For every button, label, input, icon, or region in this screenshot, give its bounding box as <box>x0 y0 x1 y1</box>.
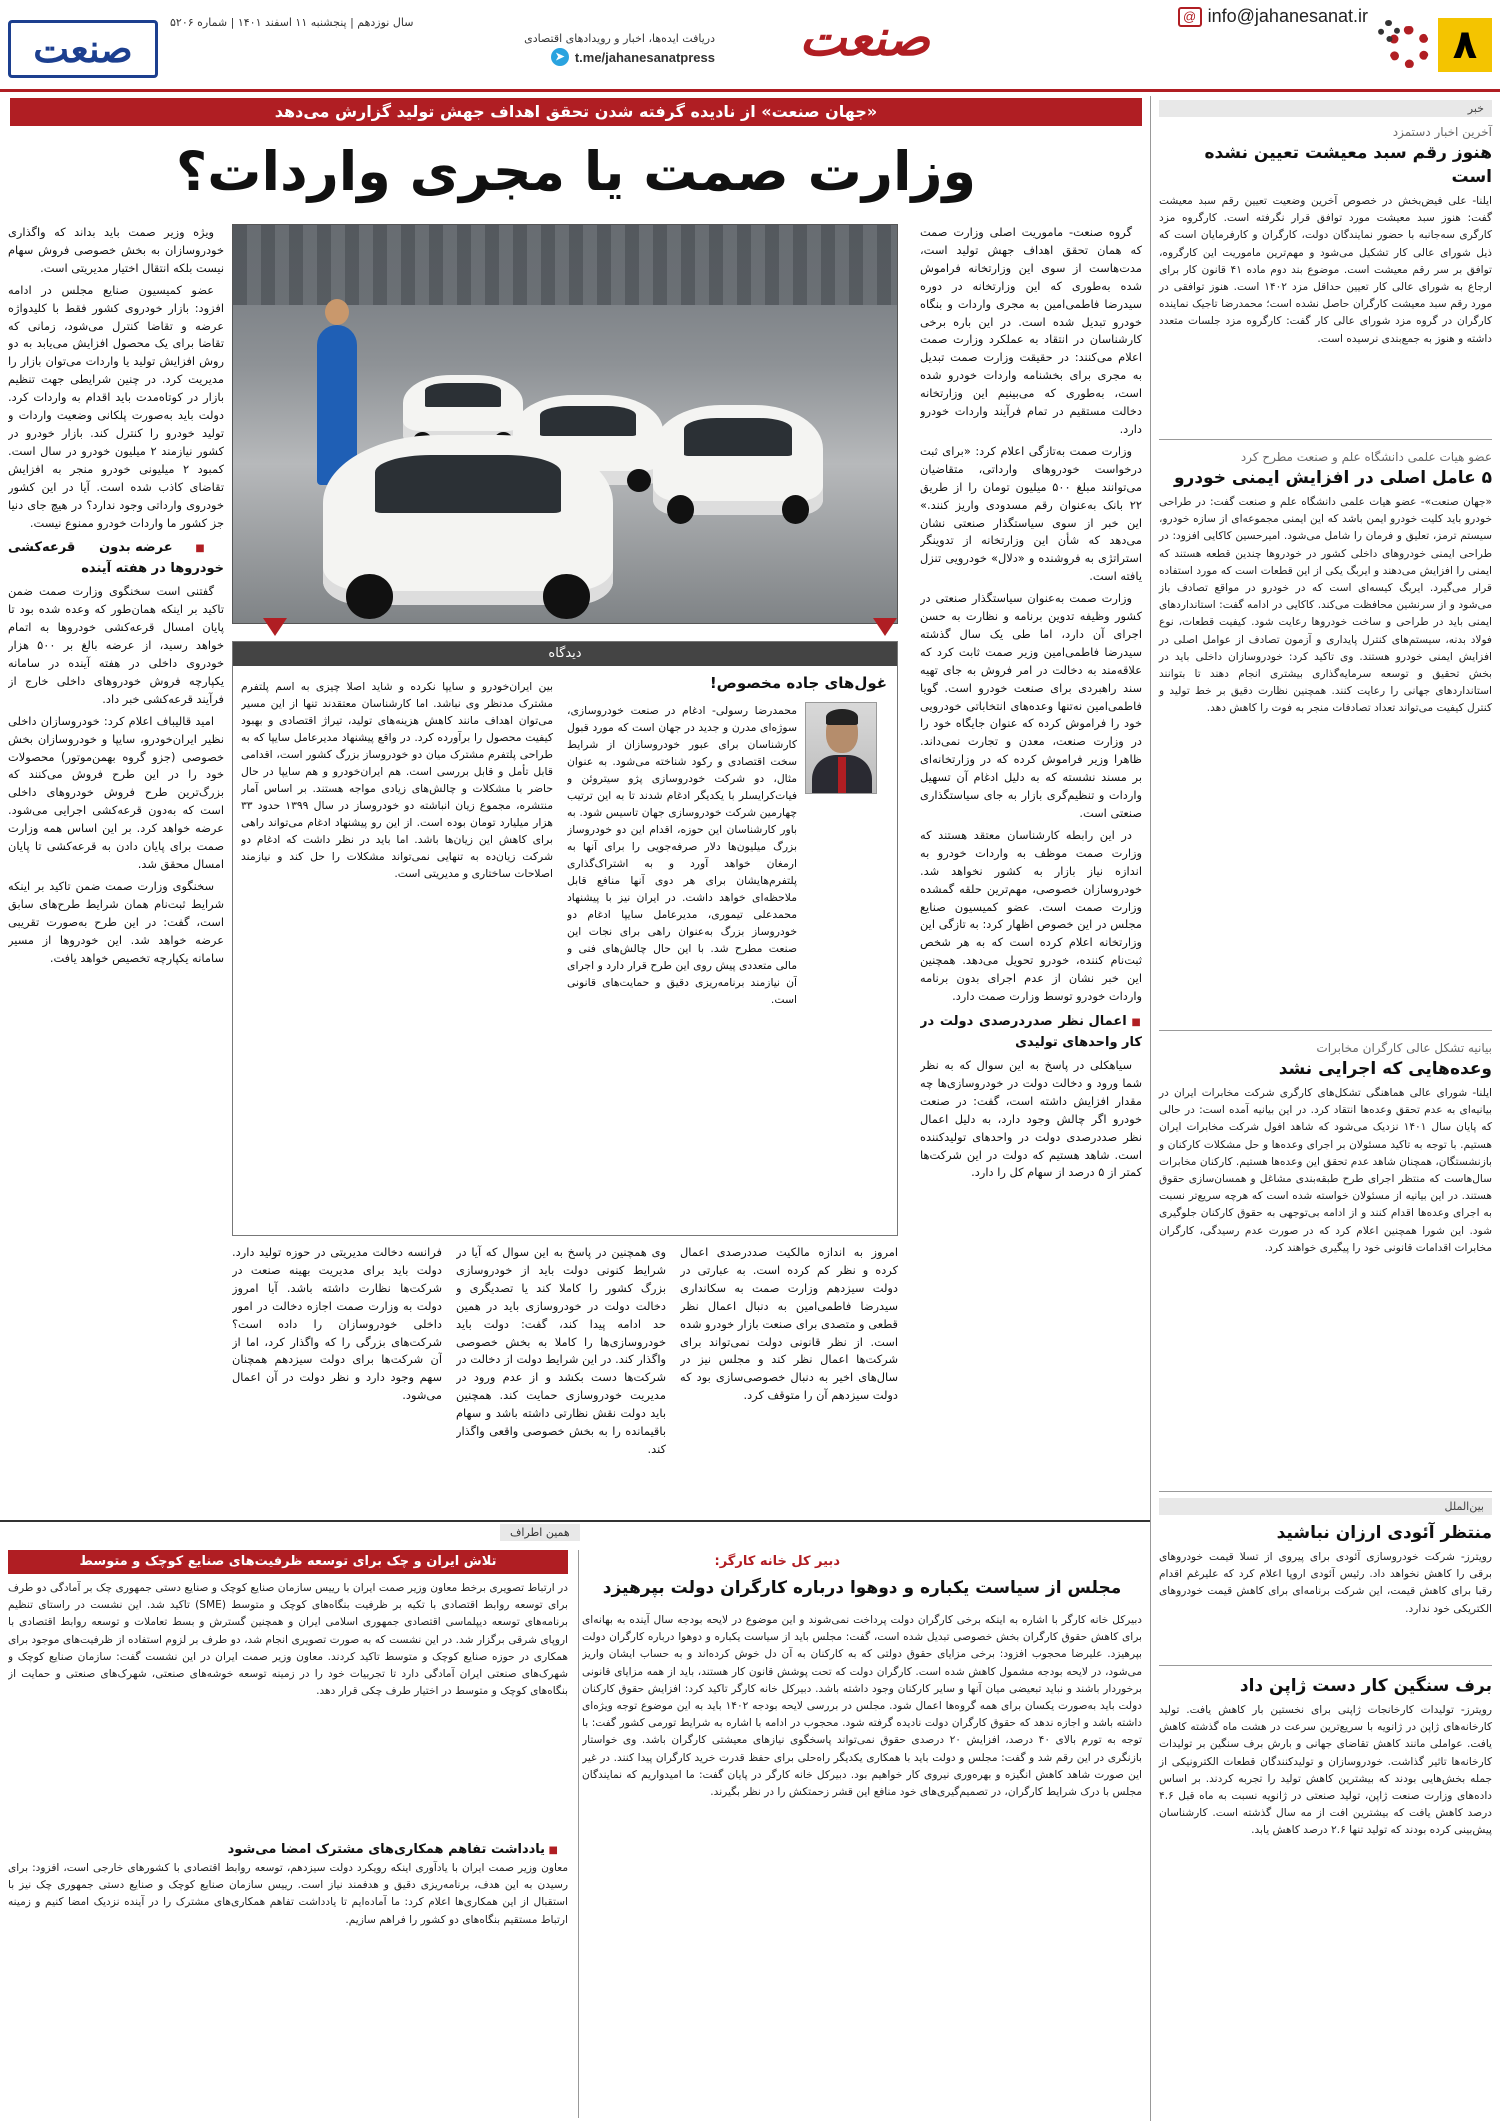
paragraph: امید قالیباف اعلام کرد: خودروسازان داخلی نظیر ایران‌خودرو، سایپا و خودروسازان بخش خصوصی (جزو گروه بهمن‌موتور) محصولات خود را در این طرح فروش می‌کنند که بزرگ‌ترین طرح فروش خودروهای داخلی است که به‌دون قرعه‌کشی اجرایی می‌شود. عرضه خواهد کرد. بر این اساس همه وزارت صمت برای پایان دادن به قرعه‌کشی تا پایان امسال محقق شد. <box>8 713 224 871</box>
news1-body: ایلنا- علی فیض‌بخش در خصوص آخرین وضعیت تعیین رقم سبد معیشت گفت: هنوز سبد معیشت مورد توافق قرار نگرفته است. کارگروه مزد کارگری سه‌جانبه با حضور نمایندگان دولت، کارگران و کارفرمایان است که ذیل شورای عالی کار تشکیل می‌شود و مهم‌ترین ماموریت این کارگروه، توافق بر سر رقم معیشت است. موضوع بند دوم ماده ۴۱ قانون کار برای ارجاع به شورای عالی کار تعیین حداقل مزد ۱۴۰۲ است. هنوز توافقی در مورد رقم سبد معیشت کارگران حاصل نشده است؛ محمدرضا تاجیک نماینده کارگران در گروه مزد شورای عالی کار گفت: کارگروه مزد جلسات متعدد داشته و هنوز به جمع‌بندی نرسیده است. <box>1159 195 1492 345</box>
arrow-down-icon <box>263 618 287 636</box>
news1-kicker: آخرین اخبار دستمزد <box>1392 125 1492 139</box>
bottom-label: همین اطراف <box>500 1524 580 1541</box>
news5-title[interactable]: برف سنگین کار دست ژاپن داد <box>1239 1676 1492 1696</box>
subheading: ■ اعمال نظر صدردرصدی دولت در کار واحدهای تولیدی <box>920 1012 1142 1053</box>
email-icon: @ <box>1178 7 1202 27</box>
factory-roof <box>233 225 897 305</box>
news3-body: ایلنا- شورای عالی هماهنگی تشکل‌های کارگری شرکت مخابرات ایران در بیانیه‌ای به عدم تحقق وعده‌ها انتقاد کرد. در این بیانیه آمده است: در حالی که پایان سال ۱۴۰۱ نزدیک می‌شود که شاهد افول شرکت مخابرات ایران هستیم. با توجه به تاکید مسئولان بر اجرای وعده‌ها و حل مشکلات کارکنان و بازنشستگان، همچنان شاهد عدم تحقق این وعده‌ها هستیم. کارکنان مخابرات سال‌هاست که منتظر اجرای طرح طبقه‌بندی مشاغل و همسان‌سازی حقوق هستند. در این بیانیه از مسئولان خواسته شده است که هرچه سریع‌تر نسبت به اجرای وعده‌ها اقدام کنند و از ادامه بی‌توجهی به حقوق کارکنان جلوگیری شود. این شورا همچنین اعلام کرد که در صورت عدم رسیدگی، کارگران مخابرات اقدامات قانونی خود را پیگیری خواهند کرد. <box>1159 1087 1492 1254</box>
telegram-handle[interactable]: t.me/jahanesanatpress <box>574 49 715 65</box>
sidebar-label-intl: بین‌الملل <box>1159 1498 1492 1515</box>
news5-body: رویترز- تولیدات کارخانجات ژاپنی برای نخستین بار کاهش یافت. تولید کارخانه‌های ژاپن در ژانویه با سریع‌ترین سرعت در هشت ماه گذشته کاهش یافت. عواملی مانند کاهش تقاضای جهانی و بارش برف سنگین بر تولیدات کارخانه‌ها تاثیر گذاشت. خودروسازان و تولیدکنندگان قطعات الکترونیکی از جمله بخش‌هایی بودند که بیشترین کاهش تولید را تجربه کردند. بر اساس داده‌های وزارت صنعت ژاپن، تولید صنعتی در ژانویه نسبت به ماه قبل ۴.۶ درصد کاهش یافت که بیشترین افت از مه سال گذشته است. کارشناسان پیش‌بینی کرده بودند که تولید تنها ۲.۶ درصد کاهش یابد. <box>1159 1704 1492 1837</box>
car-image <box>653 405 823 515</box>
news4-body: رویترز- شرکت خودروسازی آئودی برای پیروی از تسلا قیمت خودروهای برقی را کاهش نخواهد داد. رئیس آئودی اروپا اعلام کرد که علیرغم اقدام رقبا برای کاهش قیمت، این شرکت برنامه‌ای برای کاهش قیمت خودروهای الکتریکی خود ندارد. <box>1159 1551 1492 1615</box>
opinion-label: دیدگاه <box>233 642 897 666</box>
section-logo: صنعت <box>799 8 930 67</box>
email-contact[interactable] <box>1178 6 1368 27</box>
paragraph: گروه صنعت- ماموریت اصلی وزارت صمت که همان تحقق اهداف جهش تولید است، مدت‌هاست از سوی این وزارتخانه فراموش شده به‌طوری که این وزارتخانه در دوره سیدرضا فاطمی‌امین به مجری واردات و بنگاه خودرو تبدیل شده است. در این باره برخی کارشناسان در انتقاد به عملکرد وزارت صمت اعلام می‌کنند: در حقیقت وزارت صمت تبدیل به مجری برای بخشنامه واردات خودرو شده است، به‌طوری که می‌بینیم این وزارتخانه دخالت مستقیم در تمام فرآیند واردات خودرو دارد. <box>920 225 1142 436</box>
car-image <box>323 435 613 605</box>
news1-title[interactable]: هنوز رقم سبد معیشت تعیین نشده است <box>1204 143 1492 187</box>
divider <box>1159 1030 1492 1031</box>
paper-logo-text: صنعت <box>33 26 133 71</box>
article-column-1 <box>920 224 1142 1604</box>
telegram-caption: دریافت ایده‌ها، اخبار و رویدادهای اقتصادی <box>524 32 715 45</box>
right-story-kicker: دبیر کل خانه کارگر: <box>705 1552 850 1571</box>
paper-logo <box>8 20 158 78</box>
news2-body: «جهان صنعت»- عضو هیات علمی دانشگاه علم و صنعت گفت: در طراحی خودرو باید کلیت خودرو ایمن باشد که این ایمنی مجموعه‌ای از سازه خودرو، سیستم ترمز، تعلیق و فرمان را شامل می‌شود. امیرحسین کاکایی افزود: در طراحی ایمنی خودروهای داخلی کشور در خودروها چندین قطعه هستند که ایمنی را افزایش می‌دهند و ایربگ یکی از این قطعات است که مورد استفاده قرار می‌گیرد. ایربگ کیسه‌ای است که در خودرو در مواقع تصادف باز می‌شود و از سرنشین محافظت می‌کند. کاکایی در ادامه گفت: استانداردهای ایمنی باید در طراحی و ساخت خودروها رعایت شود. کیفیت قطعات، نوع فولاد بدنه، سیستم‌های کنترل پایداری و آزمون تصادف از عوامل اصلی در افزایش ایمنی خودرو هستند. وی تاکید کرد: خودروسازان داخلی باید در بخش تحقیق و توسعه سرمایه‌گذاری بیشتری انجام دهند تا بتوانند استانداردهای جهانی را رعایت کنند. همچنین نظارت دقیق بر خط تولید و کنترل کیفیت می‌تواند تعداد تصادفات منجر به فوت را کاهش دهد. <box>1159 496 1492 715</box>
left-story-subheading: ■ یادداشت تفاهم همکاری‌های مشترک امضا می‌شود <box>8 1840 558 1861</box>
issue-info: سال نوزدهم | پنجشنبه ۱۱ اسفند ۱۴۰۱ | شماره ۵۲۰۶ <box>170 16 414 29</box>
article-headline[interactable]: وزارت صمت یا مجری واردات؟ <box>175 140 977 203</box>
telegram-promo <box>455 30 715 66</box>
opinion-title[interactable]: غول‌های جاده مخصوص! <box>709 674 887 692</box>
telegram-icon: ➤ <box>551 48 569 66</box>
right-story-title[interactable]: مجلس از سیاست یکباره و دوهوا درباره کارگران دولت بپرهیزد <box>602 1578 1122 1598</box>
paragraph: سخنگوی وزارت صمت ضمن تاکید بر اینکه شرایط ثبت‌نام همان شرایط طرح‌های سابق است، گفت: در این طرح به‌صورت تقریبی عرضه خواهد شد. این خودروها از مسیر سامانه یکپارچه تخصیص خواهد یافت. <box>8 878 224 965</box>
small-gear-icon <box>1378 20 1400 42</box>
main-article <box>0 96 1150 1513</box>
news3-title[interactable]: وعده‌هایی که اجرایی نشد <box>1278 1059 1492 1079</box>
article-column-lower-2: وی همچنین در پاسخ به این سوال که آیا در شرایط کنونی دولت باید از خودروسازی بزرگ کشور را کاملا کند یا تصدیگری و دخالت دولت در خودروسازی باید در همین حد ادامه پیدا کند، گفت: دولت باید خودروسازی‌ها را کاملا به بخش خصوصی واگذار کند. در این شرایط دولت از دخالت در شرکت‌ها دست بکشد و از عدم ورود در مدیریت خودروسازی حمایت کند. همچنین باید دولت نقش نظارتی داشته باشد و سهام باقیمانده را به بخش خصوصی واقعی واگذار کند. <box>456 1245 666 1456</box>
divider <box>578 1550 579 2118</box>
arrow-down-icon <box>873 618 897 636</box>
paragraph: گفتنی است سخنگوی وزارت صمت ضمن تاکید بر اینکه همان‌طور که وعده شده بود تا پایان امسال قرعه‌کشی خودروها به اتمام خواهد رسید، از عرضه بالغ بر ۵۰۰ هزار خودروی داخلی در هفته آینده در سامانه یکپارچه فروش خودروهای داخلی خارج از فرآیند قرعه‌کشی خبر داد. <box>8 584 224 706</box>
paragraph: سیاهکلی در پاسخ به این سوال که به نظر شما ورود و دخالت دولت در خودروسازی‌ها چه مقدار افزایش داشته است، گفت: در صنعت خودرو اگر چالش وجود دارد، به دلیل اعمال نظر صددرصدی دولت در واحدهای تولیدکننده است. شاهد هستیم که دولت در این شرکت‌ها کمتر از ۵ درصد از سهام کل را دارد. <box>920 1057 1142 1180</box>
factory-photo <box>232 224 898 624</box>
paragraph: وزارت صمت به‌عنوان سیاستگذار صنعتی در کشور وظیفه تدوین برنامه و نظارت به حسن اجرای آن دارد، اما طی یک سال گذشته سیدرضا فاطمی‌امین وزیر صمت ثابت کرد که علاقه‌مند به دخالت در امر فروش به جای تهیه سند راهبردی برای صنعت خودرو است. گویا فاطمی‌امین نه‌تنها وعده‌های انتخاباتی خودرویی خود را فراموش کرده که عنوان جایگاه خود را در وزارت صنعت، معدن و تجارت نمی‌داند. ظاهرا وزیر فراموش کرده که در وزارتخانه‌ای بر مسند نشسته که به دلیل ادغام آن تسهیل واردات و تنظیم‌گری بازار به جای سیاستگذاری صنعتی است. <box>920 591 1142 820</box>
opinion-box <box>232 641 898 1236</box>
paragraph: در این رابطه کارشناسان معتقد هستند که وزارت صمت موظف به واردات خودرو به اندازه نیاز بازار به کشور نخواهد شد. خودروسازان خصوصی، مهم‌ترین حلقه گمشده وزارت صمت است. عضو کمیسیون صنایع مجلس در این خصوص اظهار کرد: به تازگی این وزارتخانه اعلام کرده است که به هر شخص ثبت‌نام کننده، خودرو تحویل می‌دهد. همچنین این خبر نشان از عدم اجرای بدون برنامه واردات خودرو توسط وزارت صمت دارد. <box>920 827 1142 1004</box>
left-story-body-2: معاون وزیر صمت ایران با یادآوری اینکه رویکرد دولت سیزدهم، توسعه روابط اقتصادی با کشورهای خارجی است، افزود: برای رسیدن به این هدف، برنامه‌ریزی دقیق و هدفمند نیاز است. رییس سازمان صنایع کوچک و صنایع دستی جمهوری چک نیز با استقبال از این همکاری‌ها اعلام کرد: ما آماده‌ایم تا یادداشت تفاهم همکاری‌های مشترک را در آینده نزدیک امضا کنیم و زمینه ارتباط مستقیم بنگاه‌های دو کشور را فراهم سازیم. <box>8 1862 568 1926</box>
telegram-link[interactable] <box>455 48 715 66</box>
article-column-lower-3: فرانسه دخالت مدیریتی در حوزه تولید دارد. دولت باید برای مدیریت بهینه صنعت در شرکت‌ها نظارت داشته باشد. آیا امروز دولت به وزارت صمت اجازه دخالت در امور داخلی خودروسازان را داده است؟ شرکت‌های بزرگی را که واگذار کرد، اما از آن شرکت‌ها برای دولت سیزدهم همچنان سهم وجود دارد و نظر دولت در آن اعمال می‌شود. <box>232 1245 442 1403</box>
article-column-lower-1: امروز به اندازه مالکیت صددرصدی اعمال کرده و نظر کم کرده است. به عبارتی در دولت سیزدهم وزارت صمت به سکانداری سیدرضا فاطمی‌امین به دنبال اعمال نظر قطعی و متصدی برای صنعت بازار خودرو شده است. از نظر قانونی دولت نمی‌تواند برای شرکت‌ها اعمال نظر کند و مجلس نیز در سال‌های اخیر به دنبال خصوصی‌سازی بود که دولت سیزدهم آن را متوقف کرد. <box>680 1245 898 1403</box>
author-photo <box>805 702 877 794</box>
divider <box>1159 439 1492 440</box>
news2-kicker: عضو هیات علمی دانشگاه علم و صنعت مطرح کرد <box>1240 450 1492 464</box>
left-story-title[interactable]: تلاش ایران و چک برای توسعه ظرفیت‌های صنایع کوچک و متوسط <box>8 1550 568 1574</box>
divider <box>1159 1491 1492 1492</box>
paragraph: ویژه وزیر صمت باید بداند که واگذاری خودروسازان به بخش خصوصی فروش سهام نیست بلکه انتقال اختیار مدیریتی است. <box>8 225 224 275</box>
opinion-text-left: بین ایران‌خودرو و سایپا نکرده و شاید اصلا چیزی به اسم پلتفرم مشترک مدنظر وی نباشد. اما کارشناسان معتقدند تنها از این مسیر می‌توان اهداف مانند کاهش هزینه‌های تولید، تیراژ اقتصادی و بهبود کیفیت محصول را برآورده کرد. در واقع پیشنهاد مدیرعامل سایپا که به طراحی پلتفرم مشترک میان دو خودروساز بزرگ کشور است، اقدامی قابل تأمل و قابل بررسی است. هم ایران‌خودرو و هم سایپا در حال حاضر با مشکلات و چالش‌های زیادی مواجه هستند. بر اساس آمار منتشره، مجموع زیان انباشته دو خودروساز در سال ۱۳۹۹ حدود ۳۳ هزار میلیارد تومان بوده است. از این رو پیشنهاد ادغام می‌تواند راهی برای کاهش این زیان‌ها باشد. اما باید در نظر داشت که ادغام دو شرکت زیان‌ده به تنهایی نمی‌تواند مشکلات را حل کند و نیازمند اصلاحات ساختاری و مدیریتی است. <box>241 680 553 880</box>
masthead <box>0 0 1500 92</box>
left-story-body: در ارتباط تصویری برخط معاون وزیر صمت ایران با رییس سازمان صنایع کوچک و صنایع دستی جمهوری چک بر آمادگی دو طرف برای توسعه روابط اقتصادی با تکیه بر ظرفیت بنگاه‌های کوچک و متوسط (SME) تاکید شد. این نشست در راستای تنظیم برنامه‌های توسعه دیپلماسی اقتصادی جمهوری اسلامی ایران و همچنین گسترش و بسط تعاملات و توسعه روابط اقتصادی با اروپای شرقی برگزار شد. در این نشست که به صورت تصویری انجام شد، دو طرف بر لزوم استفاده از ظرفیت‌های موجود برای همکاری در حوزه صنایع کوچک و متوسط تاکید کردند. معاون وزیر صمت ایران در این نشست گفت: سازمان صنایع کوچک و شهرک‌های صنعتی ایران آمادگی دارد تا تجربیات خود را در زمینه توسعه خوشه‌های صنعتی، شهرک‌های صنعتی و حمایت از بنگاه‌های کوچک و متوسط در اختیار طرف چکی قرار دهد. <box>8 1582 568 1698</box>
news4-title[interactable]: منتظر آئودی ارزان نباشید <box>1276 1523 1492 1543</box>
article-super-title: «جهان صنعت» از نادیده گرفته شدن تحقق اهداف جهش تولید گزارش می‌دهد <box>10 98 1142 126</box>
email-address[interactable]: info@jahanesanat.ir <box>1207 6 1368 26</box>
subheading: ■ عرضه بدون قرعه‌کشی خودروها در هفته آینده <box>8 538 224 579</box>
opinion-text-right: محمدرضا رسولی- ادغام در صنعت خودروسازی، سوژه‌ای مدرن و جدید در جهان است که مورد قبول کارشناسان برای عبور خودروسازان از شرایط سخت اقتصادی و رکود شناخته می‌شود. به عنوان مثال، دو شرکت خودروسازی پژو سیتروئن و فیات‌کرایسلر با یکدیگر ادغام شدند تا به این ترتیب چهارمین شرکت خودروسازی جهان تاسیس شود. به باور کارشناسان این حوزه، اقدام این دو خودروساز بزرگ میلیون‌ها دلار صرفه‌جویی را برای آنها به ارمغان خواهد آورد و به اشتراک‌گذاری پلتفرم‌هایشان برای هر دوی آنها منافع قابل ملاحظه‌ای خواهد داشت. در ایران نیز با پیشنهاد محمدعلی تیموری، مدیرعامل سایپا ادغام دو خودروساز بزرگ به‌عنوان راهی برای نجات این صنعت مطرح شد. با این حال چالش‌های فنی و مالی متعددی پیش روی این طرح قرار دارد و اجرای آن نیازمند برنامه‌ریزی دقیق و حمایت‌های قانونی است. <box>567 704 797 1006</box>
page-number: ۸ <box>1438 18 1492 72</box>
paragraph: وزارت صمت به‌تازگی اعلام کرد: «برای ثبت درخواست خودروهای وارداتی، متقاضیان می‌توانند مبلغ ۵۰۰ میلیون تومان را از طریق ۲۲ بانک به‌عنوان رقم مسدودی واریز کنند.» این خبر از سوی سیاستگذار صنعتی نشان می‌دهد که شأن این وزارتخانه از تدوینگر استراتژی به فروشنده و «دلال» خودرویی تنزل یافته است. <box>920 443 1142 584</box>
sidebar-label-news: خبر <box>1159 100 1492 117</box>
news3-kicker: بیانیه تشکل عالی کارگران مخابرات <box>1316 1041 1492 1055</box>
article-column-5 <box>8 224 224 1234</box>
right-story-body: دبیرکل خانه کارگر با اشاره به اینکه برخی کارگران دولت پرداخت نمی‌شوند و این موضوع در لایحه بودجه سال آینده به بهانه‌ای برای کاهش حقوق کارگران بخش خصوصی تبدیل شده است، گفت: مجلس باید از سیاست یکباره و دوهوا درباره کارگران دولت بپرهیزد. علیرضا محجوب افزود: برخی مزایای حقوق دولتی که به کارکنان به آن دل خوش کرده‌اند و به حساب ایشان واریز می‌شود، در لایحه بودجه مشمول کاهش شده است. کارگران دولت که تحت پوشش قانون کار هستند، باید از همه مزایای قانونی برخوردار باشند و نباید تبعیضی میان آنها و سایر کارکنان وجود داشته باشد. دبیرکل خانه کارگر تاکید کرد: افزایش حقوق کارکنان دولت باید به‌صورت یکسان برای همه گروه‌ها اعمال شود. مجلس در بررسی لایحه بودجه ۱۴۰۲ باید به این موضوع توجه ویژه‌ای داشته باشد و اجازه ندهد که حقوق کارگران دولت نادیده گرفته شود. محجوب در ادامه با اشاره به شرایط تورمی کشور گفت: با توجه به تورم بالای ۴۰ درصد، افزایش ۲۰ درصدی حقوق نمی‌تواند پاسخگوی نیازهای معیشتی کارگران باشد. وی خواستار بازنگری در این رقم شد و گفت: مجلس و دولت باید با همکاری یکدیگر راه‌حلی برای حفظ قدرت خرید کارگران پیدا کنند. در غیر این صورت شاهد کاهش انگیزه و بهره‌وری نیروی کار خواهیم بود. دبیرکل خانه کارگر در پایان گفت: ما امیدواریم که نمایندگان مجلس با درک شرایط کارگران، در تصمیم‌گیری‌های خود منافع این قشر زحمتکش را در نظر بگیرند. <box>582 1614 1142 1799</box>
news2-title[interactable]: ۵ عامل اصلی در افزایش ایمنی خودرو <box>1173 468 1492 488</box>
divider <box>1159 1665 1492 1666</box>
paragraph: عضو کمیسیون صنایع مجلس در ادامه افزود: بازار خودروی کشور فقط با کلیدواژه عرضه و تقاضا کنترل می‌شود، زمانی که تقاضا برای یک محصول افزایش می‌یابد به دو روش افزایش تولید یا واردات می‌توان بازار را مدیریت کرد. در چنین شرایطی جهت تنظیم بازار در کوتاه‌مدت باید اقدام به واردات کرد. دولت باید به‌صورت پلکانی وضعیت واردات و تولید خودرو را کنترل کند. بازار خودرو در کشور نیازمند ۲ میلیون خودرو در سال است. کمبود ۲ میلیونی خودرو منجر به افزایش تقاضای کاذب شده است. آیا در این کشور خودروی وارداتی وجود ندارد؟ در هیچ جای دنیا جز کشور ما واردات خودرو ممنوع نیست. <box>8 282 224 530</box>
news-sidebar <box>1150 96 1500 2121</box>
bottom-section <box>0 1520 1150 2120</box>
